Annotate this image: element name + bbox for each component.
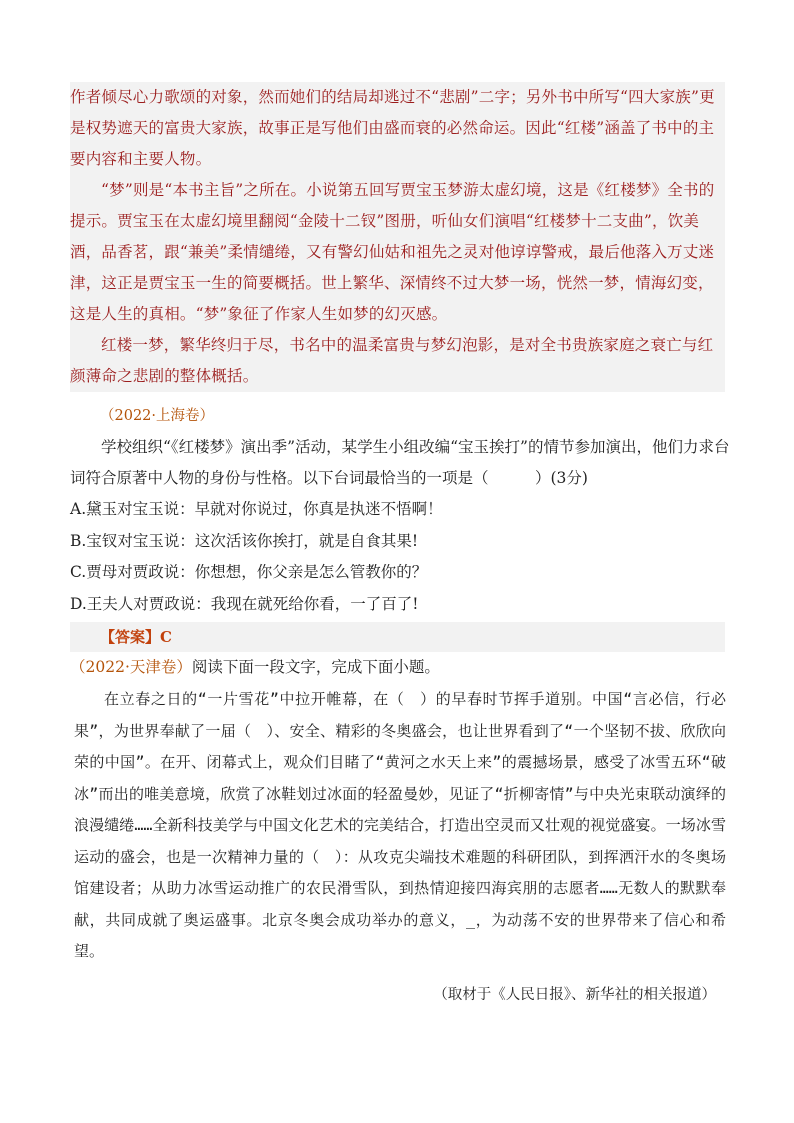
question2-source: （2022·天津卷） [70,658,192,676]
question1-stem: 学校组织“《红楼梦》演出季”活动，某学生小组改编“宝玉挨打”的情节参加演出，他们力求台词符合原著中人物的身份与性格。以下台词最恰当的一项是（ ）(3分) [70,438,730,487]
passage-credit: （取材于《人民日报》、新华社的相关报道） [433,987,716,1003]
analysis-answer-block [70,82,725,392]
answer-tag: 【答案】 [100,628,161,646]
question1-option-c: C.贾母对贾政说：你想想，你父亲是怎么管教你的？ [70,563,428,581]
analysis-paragraph-1: 作者倾尽心力歌颂的对象，然而她们的结局却逃过不“悲剧”二字；另外书中所写“四大家族”更是权势遮天的富贵大家族，故事正是写他们由盛而衰的必然命运。因此“红楼”涵盖了书中的主要内容和主要人物。 [70,88,715,168]
question1-option-b: B.宝钗对宝玉说：这次活该你挨打，就是自食其果! [70,531,419,550]
question1-option-a: A.黛玉对宝玉说：早就对你说过，你真是执迷不悟啊！ [70,500,443,518]
passage-paragraph: 在立春之日的“一片雪花”中拉开帷幕，在（ ）的早春时节挥手道别。中国“言必信，行必果”，为世界奉献了一届（ ）、安全、精彩的冬奥盛会，也让世界看到了“一个坚韧不拔、欣欣向荣的中国”。在开、闭幕式上，观众们目睹了“黄河之水天上来”的震撼场景，感受了冰雪五环“破冰”而出的唯美意境，欣赏了冰鞋划过冰面的轻盈曼妙，见证了“折柳寄情”与中央光束联动演绎的浪漫缱绻……全新科技美学与中国文化艺术的完美结合，打造出空灵而又壮观的视觉盛宴。一场冰雪运动的盛会，也是一次精神力量的（ ）：从攻克尖端技术难题的科研团队，到挥洒汗水的冬奥场馆建设者；从助力冰雪运动推广的农民滑雪队，到热情迎接四海宾朋的志愿者……无数人的默默奉献，共同成就了奥运盛事。北京冬奥会成功举办的意义，_，为动荡不安的世界带来了信心和希望。 [74,690,726,960]
question2-header [70,654,730,680]
question1-source: （2022·上海卷） [100,408,215,424]
question1-answer-bar [70,622,725,652]
question1 [70,432,730,620]
answer-value: C [160,628,172,646]
analysis-paragraph-2: “梦”则是“本书主旨”之所在。小说第五回写贾宝玉梦游太虚幻境，这是《红楼梦》全书的提示。贾宝玉在太虚幻境里翻阅“金陵十二钗”图册，听仙女们演唱“红楼梦十二支曲”，饮美酒，品香茗，跟“兼美”柔情缱绻，又有警幻仙姑和祖先之灵对他谆谆警戒，最后他落入万丈迷津，这正是贾宝玉一生的简要概括。世上繁华、深情终不过大梦一场，恍然一梦，情海幻变，这是人生的真相。“梦”象征了作家人生如梦的幻灭感。 [70,181,715,323]
question1-option-d: D.王夫人对贾政说：我现在就死给你看，一了百了! [70,594,419,613]
question2-passage [74,684,726,968]
question2-instruction: 阅读下面一段文字，完成下面小题。 [191,658,440,676]
analysis-paragraph-3: 红楼一梦，繁华终归于尽，书名中的温柔富贵与梦幻泡影，是对全书贵族家庭之衰亡与红颜薄命之悲剧的整体概括。 [70,336,714,385]
